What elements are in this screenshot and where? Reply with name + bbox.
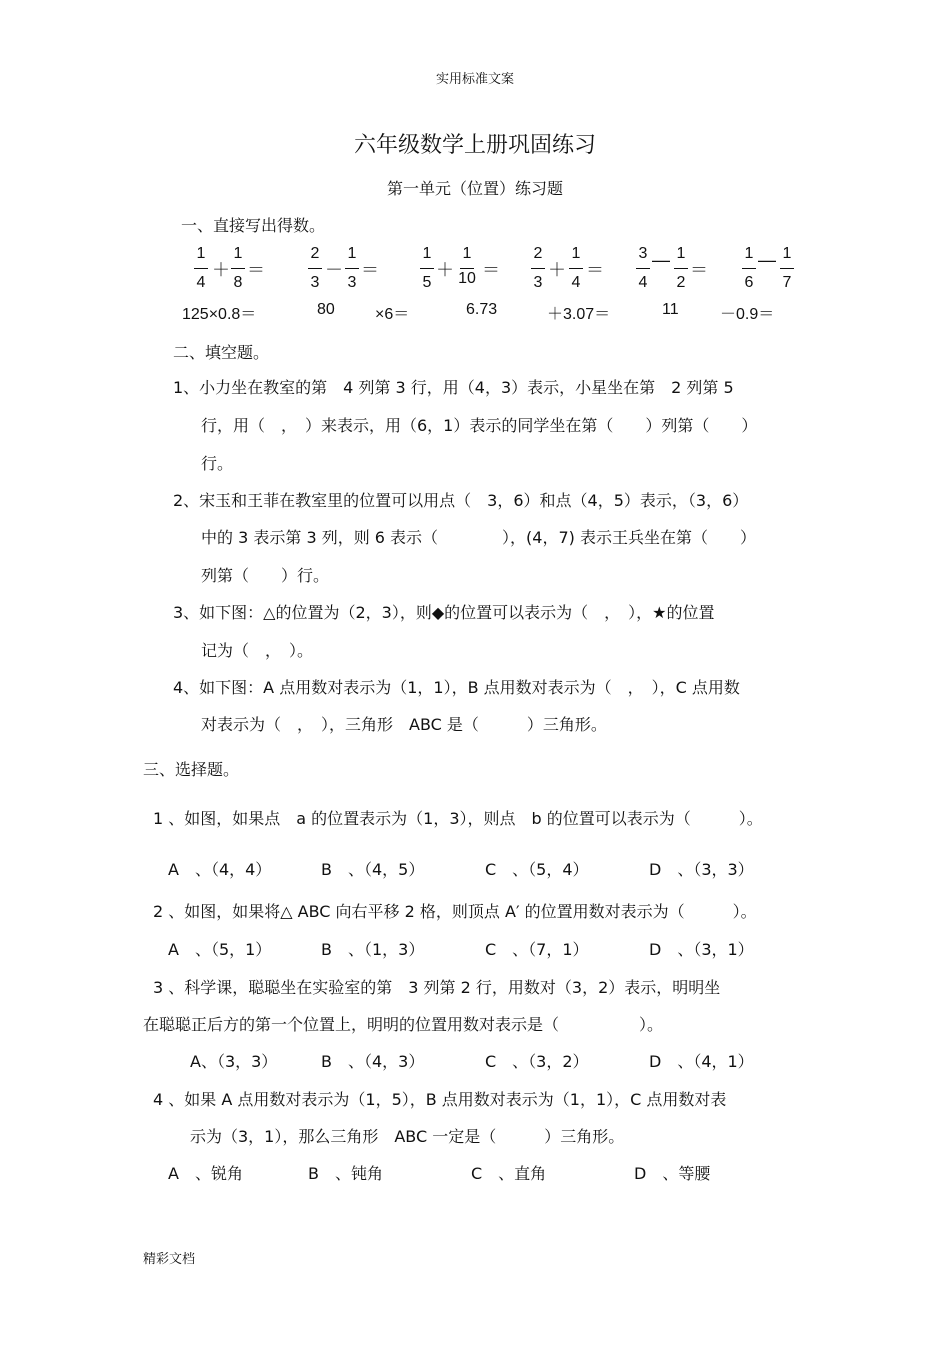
numerator: 2 — [533, 245, 543, 262]
question-line: 记为（ ， ）。 — [201, 641, 314, 660]
question-line: 中的 3 表示第 3 列，则 6 表示（ ），(4，7) 表示王兵坐在第（ ） — [201, 528, 756, 547]
denominator: 3 — [310, 274, 320, 291]
option-d: D 、（3，3） — [649, 860, 754, 879]
section2-heading: 二、填空题。 — [173, 343, 270, 362]
fraction-bar — [636, 268, 650, 269]
denominator: 10 — [458, 270, 476, 287]
denominator: 3 — [347, 274, 357, 291]
question-3: 3 、科学课，聪聪坐在实验室的第 3 列第 2 行，用数对（3，2）表示，明明坐 — [153, 978, 721, 997]
equals-sign: ＝ — [586, 260, 604, 280]
numerator: 1 — [462, 245, 472, 262]
operator: ＋ — [548, 260, 566, 280]
equals-sign: ＝ — [690, 260, 708, 280]
option-d: D 、等腰 — [634, 1164, 711, 1183]
question-line: 4、如下图：A 点用数对表示为（1，1），B 点用数对表示为（ ， ），C 点用数 — [173, 678, 740, 697]
expression-part: 80 — [317, 301, 335, 318]
fraction-bar — [420, 268, 434, 269]
fraction-bar — [742, 268, 756, 269]
question-4: 4 、如果 A 点用数对表示为（1，5），B 点用数对表示为（1，1），C 点用数对表 — [153, 1090, 727, 1109]
question-line: 3、如下图：△的位置为（2，3），则◆的位置可以表示为（ ， ），★的位置 — [173, 603, 715, 622]
expression-part: 125×0.8＝ — [182, 306, 257, 323]
denominator: 5 — [422, 274, 432, 291]
operator: ＋ — [436, 260, 454, 280]
option-d: D 、（3，1） — [649, 940, 754, 959]
question-line: 行。 — [201, 454, 234, 473]
question-4-cont: 示为（3，1），那么三角形 ABC 一定是（ ）三角形。 — [190, 1127, 625, 1146]
fraction-bar — [460, 268, 474, 269]
operator: － — [325, 260, 343, 280]
page-header: 实用标准文案 — [435, 72, 514, 87]
fraction-bar — [308, 268, 322, 269]
page-footer: 精彩文档 — [143, 1252, 196, 1267]
fraction-bar — [674, 268, 688, 269]
option-b: B 、钝角 — [308, 1164, 383, 1183]
question-line: 1、小力坐在教室的第 4 列第 3 行，用（4，3）表示，小星坐在第 2 列第 5 — [173, 378, 734, 397]
numerator: 2 — [310, 245, 320, 262]
expression-part: －0.9＝ — [720, 306, 775, 323]
option-b: B 、（1，3） — [321, 940, 425, 959]
fraction-bar — [780, 268, 794, 269]
operator: — — [758, 250, 776, 270]
question-line: 行，用（ ， ）来表示，用（6，1）表示的同学坐在第（ ）列第（ ） — [201, 416, 758, 435]
denominator: 4 — [196, 274, 206, 291]
option-a: A、（3，3） — [190, 1052, 278, 1071]
fraction-bar — [231, 268, 245, 269]
expression-part: ＋3.07＝ — [547, 306, 611, 323]
numerator: 1 — [233, 245, 243, 262]
question-3-cont: 在聪聪正后方的第一个位置上，明明的位置用数对表示是（ ）。 — [143, 1015, 664, 1034]
page-title: 六年级数学上册巩固练习 — [353, 133, 596, 158]
option-c: C 、（7，1） — [485, 940, 589, 959]
option-a: A 、（4，4） — [168, 860, 272, 879]
numerator: 1 — [196, 245, 206, 262]
question-line: 对表示为（ ， ），三角形 ABC 是（ ）三角形。 — [201, 715, 607, 734]
expression-part: 11 — [662, 301, 679, 318]
fraction-bar — [531, 268, 545, 269]
equals-sign: ＝ — [361, 260, 379, 280]
question-2: 2 、如图，如果将△ ABC 向右平移 2 格，则顶点 A′ 的位置用数对表示为（ ）。 — [153, 902, 757, 921]
denominator: 3 — [533, 274, 543, 291]
operator: — — [652, 250, 670, 270]
denominator: 4 — [638, 274, 648, 291]
fraction-bar — [569, 268, 583, 269]
option-a: A 、锐角 — [168, 1164, 243, 1183]
numerator: 1 — [676, 245, 686, 262]
numerator: 1 — [347, 245, 357, 262]
question-line: 2、宋玉和王菲在教室里的位置可以用点（ 3，6）和点（4，5）表示，（3，6） — [173, 491, 749, 510]
question-line: 列第（ ）行。 — [201, 566, 330, 585]
expression-part: 6.73 — [466, 301, 498, 318]
option-c: C 、（3，2） — [485, 1052, 589, 1071]
equals-sign: ＝ — [482, 260, 500, 280]
expression-part: ×6＝ — [375, 306, 410, 323]
denominator: 4 — [571, 274, 581, 291]
equals-sign: ＝ — [247, 260, 265, 280]
numerator: 1 — [422, 245, 432, 262]
fraction-bar — [194, 268, 208, 269]
numerator: 1 — [782, 245, 792, 262]
option-b: B 、（4，3） — [321, 1052, 425, 1071]
denominator: 7 — [782, 274, 792, 291]
fraction-bar — [345, 268, 359, 269]
option-a: A 、（5，1） — [168, 940, 272, 959]
numerator: 1 — [571, 245, 581, 262]
section3-heading: 三、选择题。 — [143, 760, 240, 779]
section1-heading: 一、直接写出得数。 — [181, 216, 326, 235]
page-subtitle: 第一单元（位置）练习题 — [386, 179, 563, 198]
denominator: 6 — [744, 274, 754, 291]
denominator: 8 — [233, 274, 243, 291]
operator: ＋ — [212, 260, 230, 280]
option-b: B 、（4，5） — [321, 860, 425, 879]
option-c: C 、（5，4） — [485, 860, 589, 879]
numerator: 1 — [744, 245, 754, 262]
question-1: 1 、如图，如果点 a 的位置表示为（1，3），则点 b 的位置可以表示为（ ）。 — [153, 809, 763, 828]
option-d: D 、（4，1） — [649, 1052, 754, 1071]
numerator: 3 — [638, 245, 648, 262]
denominator: 2 — [676, 274, 686, 291]
option-c: C 、直角 — [471, 1164, 547, 1183]
